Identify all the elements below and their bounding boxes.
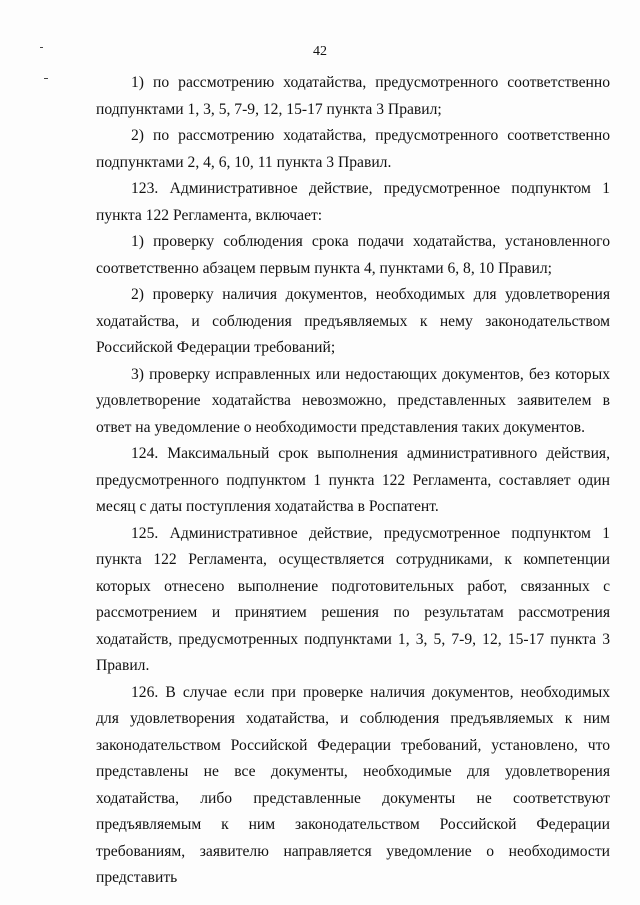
paragraph-item-1-sub-1: 1) по рассмотрению ходатайства, предусмотренного соответственно подпунктами 1, 3, 5, 7-9, 12, 15-17 пункта 3 Правил; bbox=[96, 74, 610, 118]
paragraph-124: 124. Максимальный срок выполнения административного действия, предусмотренного подпунктом 1 пункта 122 Регламента, составляет один месяц с даты поступления ходатайства в Роспатент. bbox=[96, 445, 610, 515]
paragraph-123-sub-1: 1) проверку соблюдения срока подачи ходатайства, установленного соответственно абзацем первым пункта 4, пунктами 6, 8, 10 Правил; bbox=[96, 233, 610, 277]
paragraph-123-sub-3: 3) проверку исправленных или недостающих документов, без которых удовлетворение ходатайства невозможно, представленных заявителем в ответ на уведомление о необходимости представления таких документов. bbox=[96, 365, 610, 436]
page-number: 42 bbox=[313, 44, 327, 59]
paragraph-125: 125. Административное действие, предусмотренное подпунктом 1 пункта 122 Регламента, осуществляется сотрудниками, к компетенции которых отнесено выполнение подготовительных работ, связанных с рассмотрением и принятием решения по результатам рассмотрения ходатайств, предусмотренных подпунктами 1, 3, 5, 7-9, 12, 15-17 пункта 3 Правил. bbox=[96, 524, 610, 674]
paragraph-item-1-sub-2: 2) по рассмотрению ходатайства, предусмотренного соответственно подпунктами 2, 4, 6, 10, 11 пункта 3 Правил. bbox=[96, 127, 610, 171]
document-body bbox=[96, 70, 610, 892]
paragraph-126: 126. В случае если при проверке наличия документов, необходимых для удовлетворения ходатайства, и соблюдения предъявляемых к ним законодательством Российской Федерации требований, установлено, что представлены не все документы, необходимые для удовлетворения ходатайства, либо представленные документы не соответствуют предъявляемым к ним законодательством Российской Федерации требованиям, заявителю направляется уведомление о необходимости представить bbox=[96, 683, 610, 886]
scan-artifact-mark bbox=[44, 78, 48, 79]
paragraph-123-sub-2: 2) проверку наличия документов, необходимых для удовлетворения ходатайства, и соблюдения предъявляемых к нему законодательством Российской Федерации требований; bbox=[96, 286, 610, 356]
paragraph-123: 123. Административное действие, предусмотренное подпунктом 1 пункта 122 Регламента, включает: bbox=[96, 180, 610, 224]
